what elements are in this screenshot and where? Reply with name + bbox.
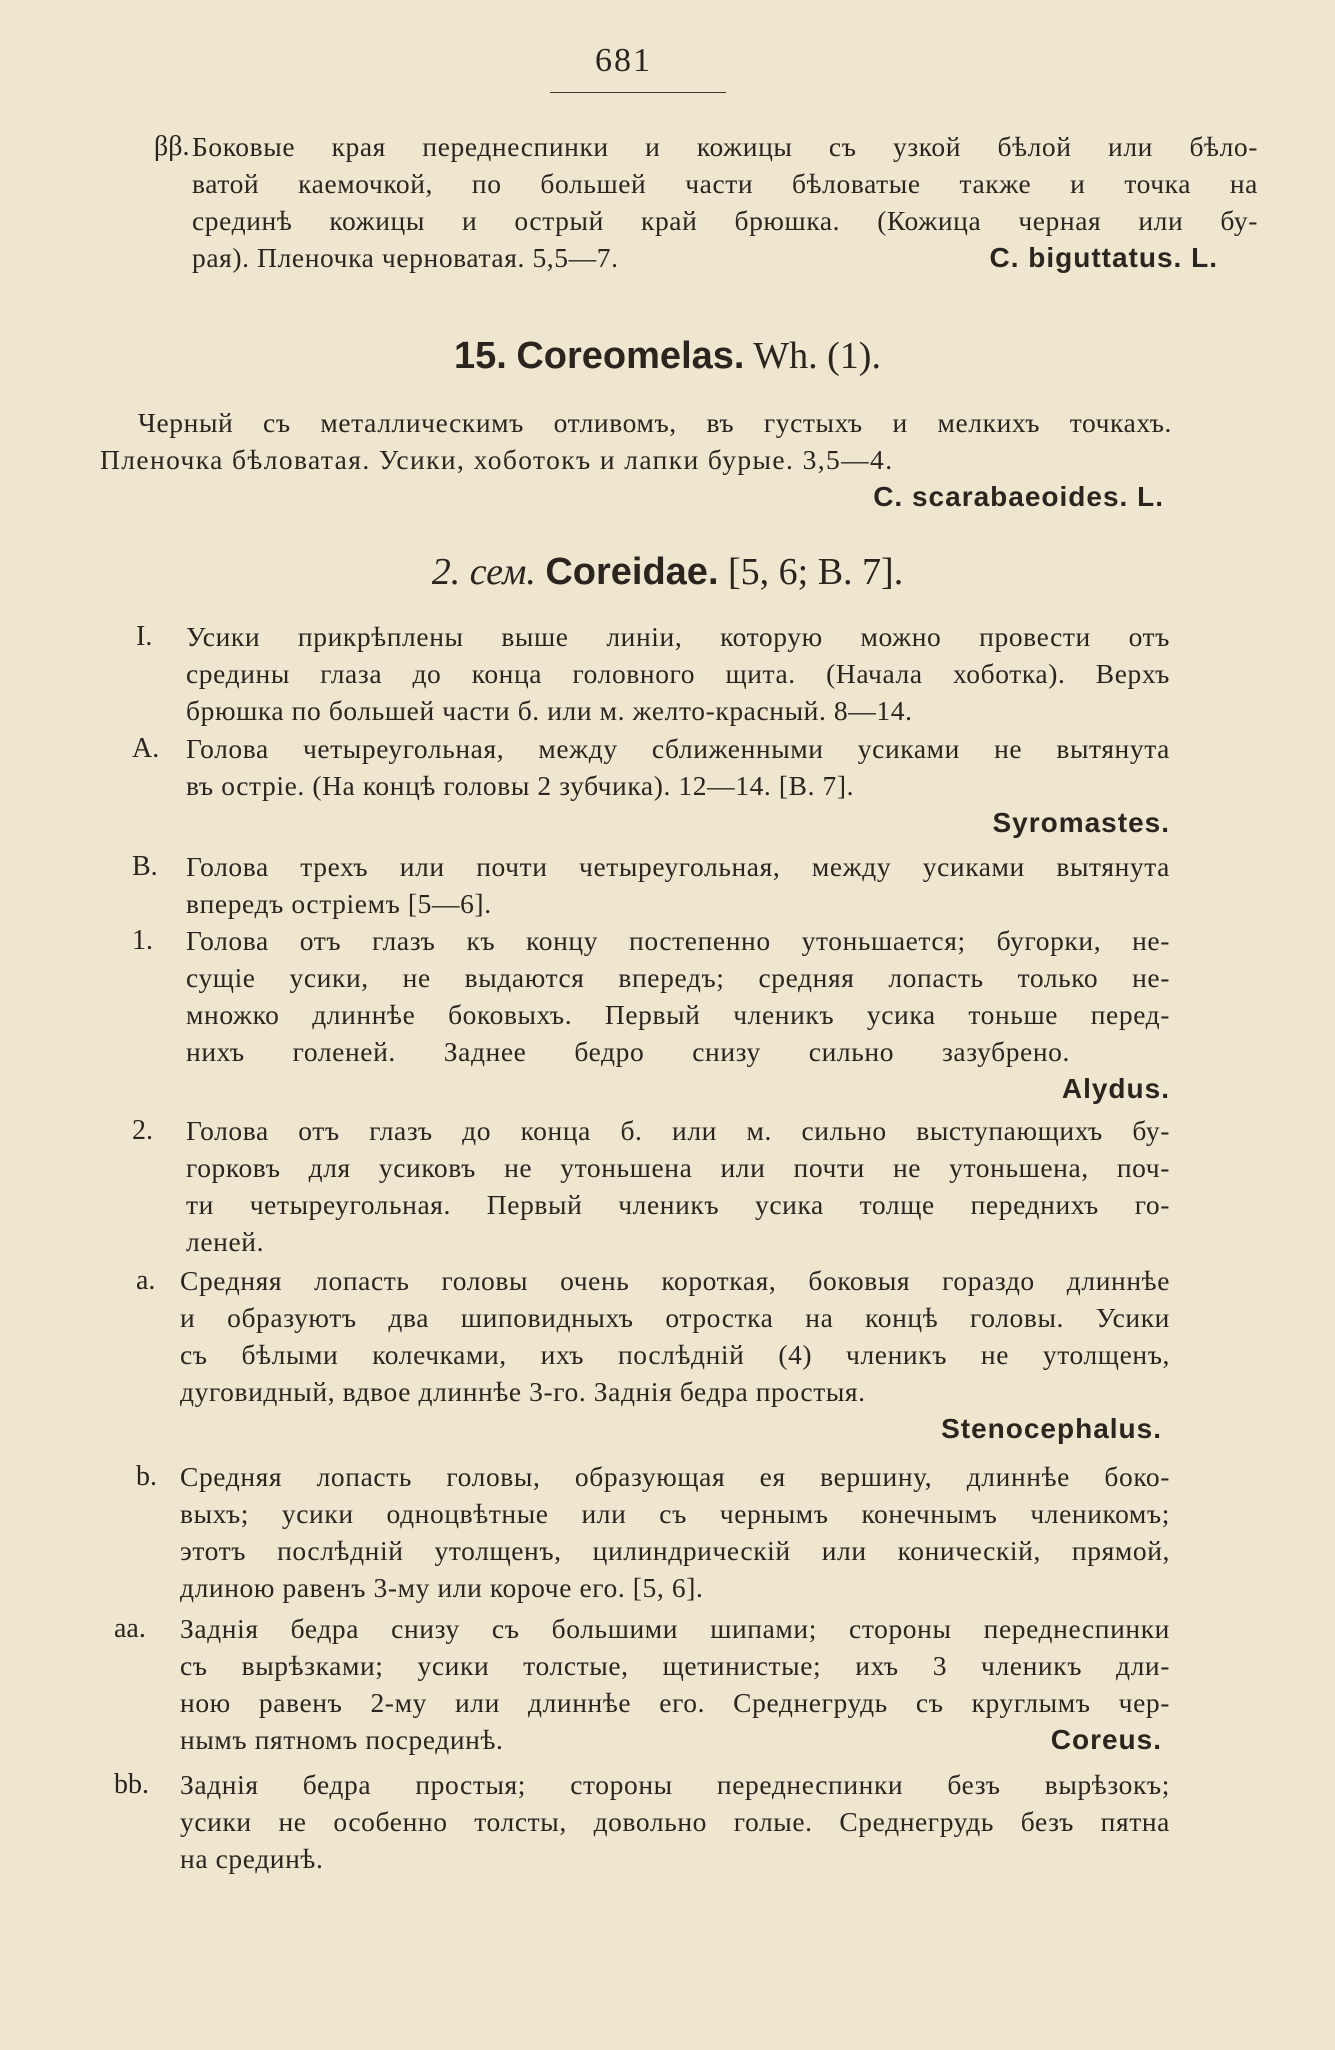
taxon-name: Alydus. [1061, 1073, 1170, 1104]
page-number: 681 [595, 42, 652, 79]
entry-marker: a. [136, 1265, 156, 1296]
entry-marker: B. [132, 851, 158, 882]
genus-name: Coreomelas. [516, 335, 745, 377]
text-line: Заднiя бедра простыя; стороны переднеспинки безъ вырѣзокъ; [180, 1769, 1170, 1800]
entry-marker: A. [132, 733, 160, 764]
text-fragment: рая). Пленочка черноватая. 5,5—7. [192, 242, 619, 273]
entry-bb [100, 128, 1258, 288]
text-line: Голова отъ глазъ до конца б. или м. сильно выступающихъ бу- [186, 1115, 1170, 1146]
text-line: Боковые края переднеспинки и кожицы съ узкой бѣлой или бѣло- [192, 131, 1258, 162]
family-heading [0, 548, 1335, 596]
genus-number: 15. [454, 335, 507, 377]
text-line: съ бѣлыми колечками, ихъ послѣднiй (4) членикъ не утолщенъ, [180, 1339, 1170, 1370]
text-line: впередъ острiемъ [5—6]. [186, 888, 492, 919]
entry-marker: aa. [114, 1613, 146, 1644]
entry-marker: b. [136, 1461, 157, 1492]
text-line [192, 239, 1258, 276]
text-line: Голова трехъ или почти четыреугольная, между усиками вытянута [186, 851, 1170, 882]
genus-description [100, 404, 1172, 515]
text-line: срединѣ кожицы и острый край брюшка. (Кожица черная или бу- [192, 205, 1258, 236]
text-line [180, 1721, 1170, 1758]
text-fragment: нымъ пятномъ посрединѣ. [180, 1724, 504, 1755]
text-line: Черный съ металлическимъ отливомъ, въ густыхъ и мелкихъ точкахъ. [138, 407, 1172, 438]
text-line: выхъ; усики одноцвѣтные или съ чернымъ конечнымъ членикомъ; [180, 1498, 1170, 1529]
text-line: множко длиннѣе боковыхъ. Первый членикъ усика тоньше перед- [186, 999, 1170, 1030]
text-line: Голова четыреугольная, между сближенными усиками не вытянута [186, 733, 1170, 764]
text-line: и образуютъ два шиповидныхъ отростка на концѣ головы. Усики [180, 1302, 1170, 1333]
taxon-name: Stenocephalus. [941, 1413, 1162, 1444]
key-entry-a [100, 1262, 1170, 1447]
text-line: съ вырѣзками; усики толстые, щетинистые; ихъ 3 членикъ дли- [180, 1650, 1170, 1681]
taxon-line [100, 478, 1172, 515]
key-entry-I [100, 618, 1170, 729]
family-refs: [5, 6; B. 7]. [728, 551, 904, 593]
text-line: ти четыреугольная. Первый членикъ усика толще переднихъ го- [186, 1189, 1170, 1220]
header-rule [550, 92, 726, 93]
entry-marker: I. [136, 621, 153, 652]
text-line: дуговидный, вдвое длиннѣе 3-го. Заднiя бедра простыя. [180, 1376, 866, 1407]
text-line: этотъ послѣднiй утолщенъ, цилиндрическiй или коническiй, прямой, [180, 1535, 1170, 1566]
text-line: средины глаза до конца головного щита. (Начала хоботка). Верхъ [186, 658, 1170, 689]
key-entry-B [100, 848, 1170, 922]
text-line: ною равенъ 2-му или длиннѣе его. Среднегрудь съ круглымъ чер- [180, 1687, 1170, 1718]
text-line: сущiе усики, не выдаются впередъ; средняя лопасть только не- [186, 962, 1170, 993]
text-line: на срединѣ. [180, 1843, 324, 1874]
key-entry-bb [100, 1766, 1170, 1877]
taxon-line [180, 1410, 1170, 1447]
genus-heading [0, 332, 1335, 380]
text-line: въ острiе. (На концѣ головы 2 зубчика). 12—14. [B. 7]. [186, 770, 855, 801]
text-line: Голова отъ глазъ къ концу постепенно утоньшается; бугорки, не- [186, 925, 1170, 956]
entry-marker: ββ. [154, 131, 190, 162]
text-line: усики не особенно толсты, довольно голые. Среднегрудь безъ пятна [180, 1806, 1170, 1837]
genus-author: Wh. (1). [753, 335, 881, 377]
text-line: Средняя лопасть головы, образующая ея вершину, длиннѣе боко- [180, 1461, 1170, 1492]
key-entry-A [100, 730, 1170, 841]
text-line: Пленочка бѣловатая. Усики, хоботокъ и лапки бурые. 3,5—4. [100, 444, 894, 475]
entry-marker: 2. [132, 1115, 153, 1146]
text-line: нихъ голеней. Заднее бедро снизу сильно зазубрено. [186, 1036, 1070, 1067]
taxon-line [186, 804, 1170, 841]
text-line: леней. [186, 1226, 265, 1257]
family-prefix: 2. сем. [431, 551, 536, 593]
entry-marker: bb. [114, 1769, 149, 1800]
taxon-name: Syromastes. [992, 807, 1170, 838]
key-entry-1 [100, 922, 1170, 1107]
text-line: Усики прикрѣплены выше линiи, которую можно провести отъ [186, 621, 1170, 652]
taxon-name: C. scarabaeoides. L. [873, 481, 1164, 512]
text-line: Заднiя бедра снизу съ большими шипами; стороны переднеспинки [180, 1613, 1170, 1644]
entry-marker: 1. [132, 925, 153, 956]
text-line: ватой каемочкой, по большей части бѣловатые также и точка на [192, 168, 1258, 199]
key-entry-b [100, 1458, 1170, 1606]
taxon-line [186, 1070, 1170, 1107]
key-entry-2 [100, 1112, 1170, 1260]
taxon-name: Coreus. [1050, 1724, 1162, 1755]
text-line: горковъ для усиковъ не утоньшена или почти не утоньшена, поч- [186, 1152, 1170, 1183]
text-line: брюшка по большей части б. или м. желто-красный. 8—14. [186, 695, 913, 726]
text-line: Средняя лопасть головы очень короткая, боковыя гораздо длиннѣе [180, 1265, 1170, 1296]
taxon-name: C. biguttatus. L. [989, 242, 1218, 273]
text-line: длиною равенъ 3-му или короче его. [5, 6]. [180, 1572, 704, 1603]
family-name: Coreidae. [545, 551, 719, 593]
key-entry-aa [100, 1610, 1170, 1758]
